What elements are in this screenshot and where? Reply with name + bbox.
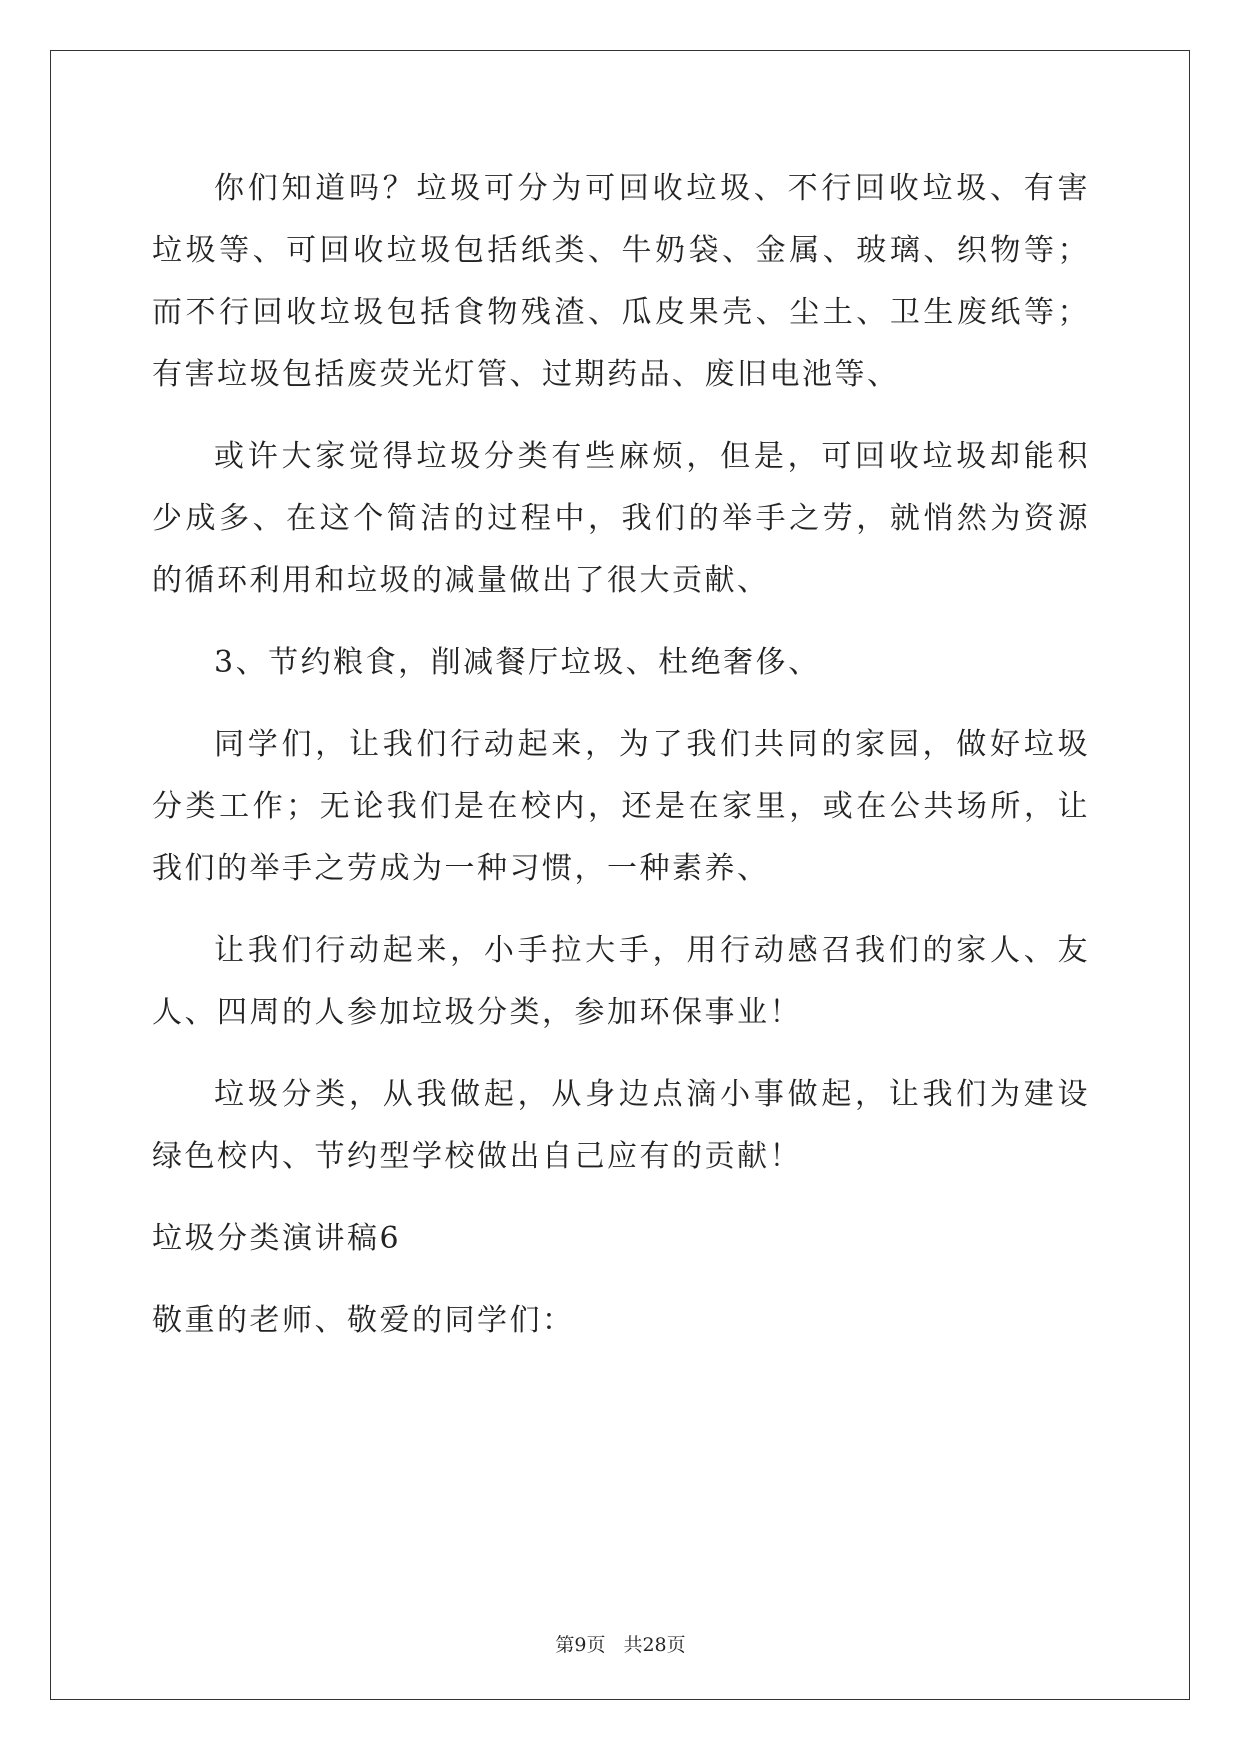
- salutation: 敬重的老师、敬爱的同学们：: [152, 1303, 575, 1338]
- paragraph-garbage-types: 你们知道吗？垃圾可分为可回收垃圾、不行回收垃圾、有害垃圾等、可回收垃圾包括纸类、牛奶袋、金属、玻璃、织物等；而不行回收垃圾包括食物残渣、瓜皮果壳、尘土、卫生废纸等；有害垃圾包括废荧光灯管、过期药品、废旧电池等、: [152, 171, 1090, 392]
- paragraph-involve-family: 让我们行动起来，小手拉大手，用行动感召我们的家人、友人、四周的人参加垃圾分类，参加环保事业！: [152, 933, 1090, 1030]
- paragraph-save-food: 3、节约粮食，削减餐厅垃圾、杜绝奢侈、: [214, 645, 821, 680]
- page-footer: [0, 1630, 1241, 1657]
- paragraph-start-with-me: 垃圾分类，从我做起，从身边点滴小事做起，让我们为建设绿色校内、节约型学校做出自己应有的贡献！: [152, 1077, 1090, 1174]
- page-total: 共28页: [623, 1634, 686, 1656]
- section-title: 垃圾分类演讲稿6: [152, 1221, 402, 1256]
- paragraph-recycling-effort: 或许大家觉得垃圾分类有些麻烦，但是，可回收垃圾却能积少成多、在这个简洁的过程中，我们的举手之劳，就悄然为资源的循环利用和垃圾的减量做出了很大贡献、: [152, 439, 1090, 598]
- page-number: 第9页: [555, 1634, 606, 1656]
- document-body: [152, 158, 1090, 1372]
- paragraph-call-to-action: 同学们，让我们行动起来，为了我们共同的家园，做好垃圾分类工作；无论我们是在校内，还是在家里，或在公共场所，让我们的举手之劳成为一种习惯，一种素养、: [152, 727, 1090, 886]
